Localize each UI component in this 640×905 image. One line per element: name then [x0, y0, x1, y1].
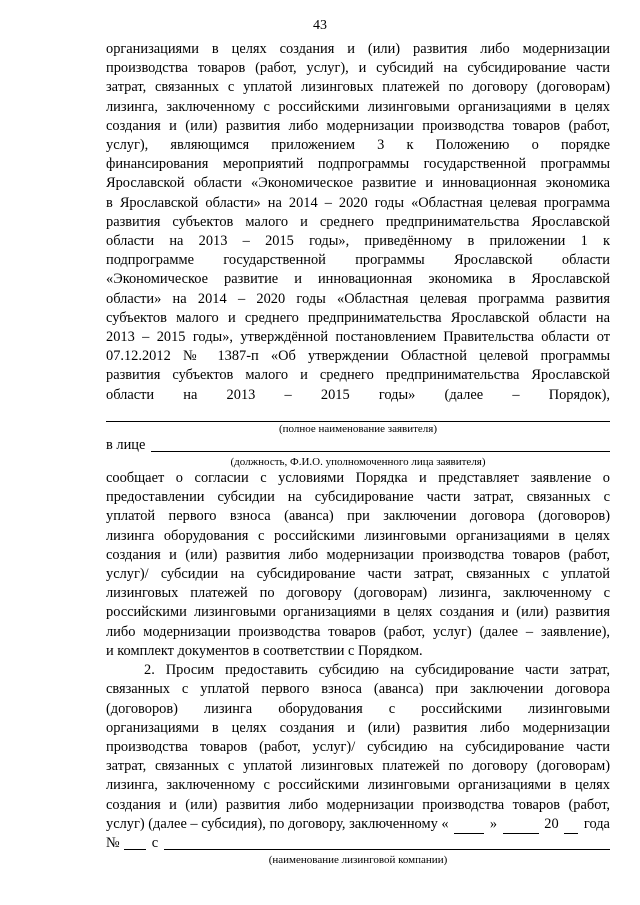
contract-date-line	[106, 815, 610, 834]
contract-year-field[interactable]	[564, 821, 578, 834]
paragraph-2	[106, 469, 610, 661]
text-line: в Ярославской области» на 2014 – 2020 годы «Областная целевая программа	[106, 194, 610, 211]
text-line: производства товаров (работ, услуг), и субсидий на субсидирование части	[106, 60, 610, 77]
text-line: организациями в целях создания и (или) развития либо модернизации	[106, 719, 610, 736]
text-line: развития субъектов малого и среднего предпринимательства Ярославской	[106, 213, 610, 230]
text-line: и комплект документов в соответствии с Порядком.	[106, 642, 423, 659]
text-line: либо модернизации производства товаров (работ, услуг) (далее – заявление),	[106, 623, 610, 640]
text-line: затрат, связанных с уплатой лизинговых платежей по договору (договорам)	[106, 758, 610, 775]
text-line: 2. Просим предоставить субсидию на субсидирование части затрат,	[144, 662, 610, 679]
representative-row	[106, 436, 610, 455]
leasing-company-field[interactable]	[164, 835, 610, 850]
text-line: области на 2013 – 2015 годы» (далее – Порядок),	[106, 386, 610, 403]
contract-number-field[interactable]	[124, 837, 146, 850]
text-line: субъектов малого и среднего предпринимательства Ярославской области на	[106, 309, 610, 326]
applicant-name-field[interactable]	[106, 409, 610, 422]
text-line: Ярославской области «Экономическое развитие и инновационная экономика	[106, 175, 610, 192]
text-line: 07.12.2012 № 1387-п «Об утверждении Областной целевой программы	[106, 348, 610, 365]
text-line: предоставлении субсидии на субсидирование части затрат, связанных с	[106, 489, 610, 506]
paragraph-1	[106, 40, 610, 405]
text-line: лизинга оборудования с российскими лизинговыми организациями в целях	[106, 527, 610, 544]
text-line: лизинга, заключенному с российскими лизинговыми организациями в целях	[106, 777, 610, 794]
text-line: создания и (или) развития либо модернизации производства товаров (работ,	[106, 117, 610, 134]
text-line: развития субъектов малого и среднего предпринимательства Ярославской	[106, 367, 610, 384]
leasing-caption: (наименование лизинговой компании)	[268, 854, 448, 867]
contract-day-field[interactable]	[454, 821, 484, 834]
text-line: организациями в целях создания и (или) развития либо модернизации	[106, 41, 610, 57]
text-line: лизинговых платежей по договору (договорам) лизинга, заключенному с	[106, 585, 610, 602]
number-sign: №	[106, 834, 120, 851]
text-line: уплатой первого взноса (аванса) при заключении договора (договоров)	[106, 508, 610, 525]
text-line: области» на 2014 – 2020 годы «Областная целевая программа развития	[106, 290, 610, 307]
contract-month-field[interactable]	[503, 821, 539, 834]
applicant-caption: (полное наименование заявителя)	[278, 422, 438, 435]
text-line: создания и (или) развития либо модернизации производства товаров (работ,	[106, 546, 610, 563]
text-line: лизинга, заключенному с российскими лизинговыми организациями в целях	[106, 98, 610, 115]
text-line: сообщает о согласии с условиями Порядка и представляет заявление о	[106, 470, 610, 487]
quote-close: »	[489, 815, 498, 832]
representative-field[interactable]	[151, 437, 610, 452]
text-line: производства товаров (работ, услуг)/ субсидию на субсидирование части	[106, 738, 610, 755]
person-caption: (должность, Ф.И.О. уполномоченного лица заявителя)	[230, 456, 486, 469]
text-line: финансирования мероприятий подпрограммы государственной программы	[106, 156, 610, 173]
text-line: области на 2013 – 2015 годы», приведённому в приложении 1 к	[106, 233, 610, 250]
year-suffix: года	[583, 815, 610, 832]
text-line: подпрограмме государственной программы Ярославской области	[106, 252, 610, 269]
text-line: 2013 – 2015 годы», утверждённой постановлением Правительства области от	[106, 329, 610, 346]
text-line: услуг)/ субсидии на субсидирование части затрат, связанных с уплатой	[106, 566, 610, 583]
text-line: российскими лизинговыми организациями в целях создания и (или) развития	[106, 604, 610, 621]
in-person-label: в лице	[106, 436, 146, 453]
contract-number-row	[106, 834, 610, 853]
text-line: связанных с уплатой первого взноса (аванса) при заключении договора	[106, 681, 610, 698]
text-line: «Экономическое развитие и инновационная экономика в Ярославской	[106, 271, 610, 288]
text-line: (договоров) лизинга оборудования с российскими лизинговыми	[106, 700, 610, 717]
from-label: с	[151, 834, 159, 851]
paragraph-3	[106, 661, 610, 867]
text-line: затрат, связанных с уплатой лизинговых платежей по договору (договорам)	[106, 79, 610, 96]
text-line: создания и (или) развития либо модернизации производства товаров (работ,	[106, 796, 610, 813]
page-number: 43	[313, 18, 327, 33]
document-body	[106, 40, 610, 867]
text-line: услуг), являющимся приложением 3 к Положению о порядке	[106, 137, 610, 154]
year-prefix: 20	[544, 815, 559, 832]
contract-line-text: услуг) (далее – субсидия), по договору, заключенному «	[106, 815, 449, 832]
